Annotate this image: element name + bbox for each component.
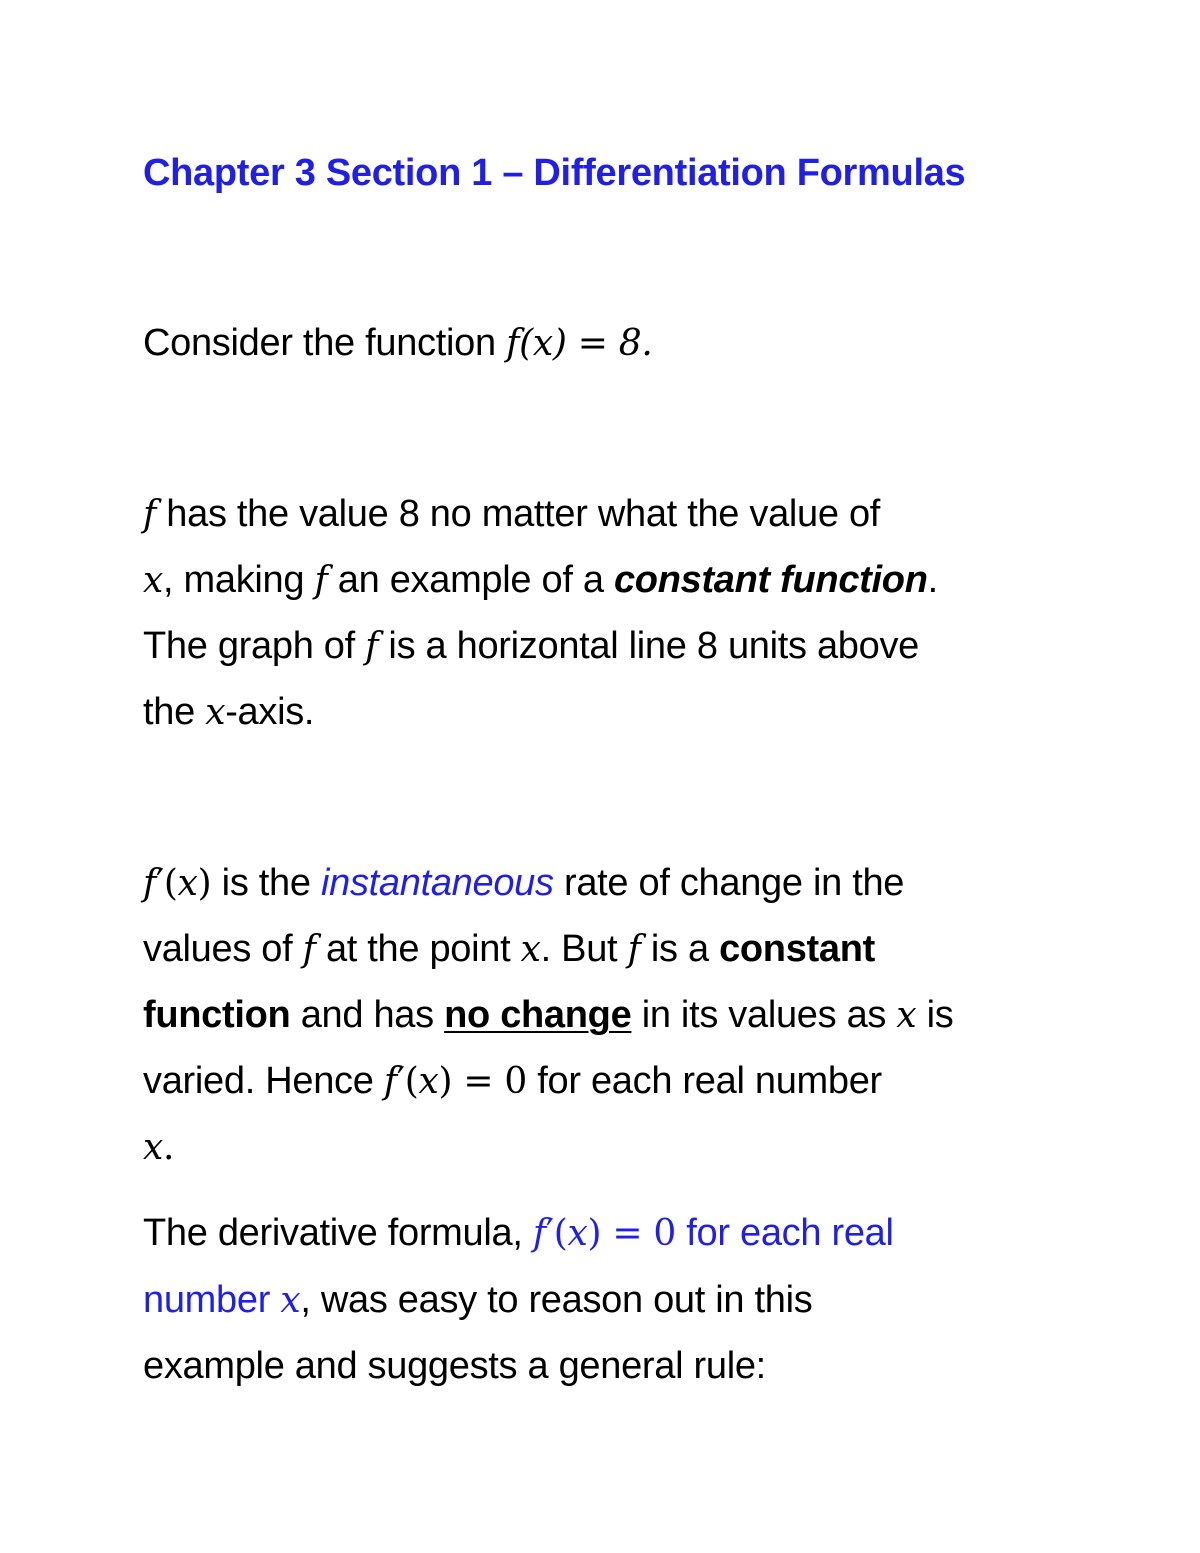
math-expression: (x) = 8. (519, 323, 653, 364)
math-x: x (143, 560, 164, 601)
paragraph-2-line-3 (143, 623, 919, 670)
text: is the (211, 862, 321, 904)
text: in its values as (631, 994, 897, 1036)
text: has the value 8 no matter what the value of (156, 493, 881, 535)
text: varied. Hence (143, 1060, 384, 1102)
math-f: f (627, 929, 641, 970)
paragraph-2-line-2 (143, 557, 938, 604)
highlighted-formula (533, 1212, 894, 1254)
text: at the point (315, 928, 521, 970)
text: for each real (676, 1212, 894, 1254)
text: The graph of (143, 625, 366, 667)
text: Consider the function (143, 322, 507, 364)
paragraph-4-line-3 (143, 1343, 766, 1389)
text: , making (163, 559, 315, 601)
math-x: x (567, 1213, 588, 1254)
math-f: f (143, 863, 157, 904)
math-paren: ) (197, 863, 212, 904)
math-x: x (143, 1127, 164, 1168)
term-constant: constant (719, 928, 876, 970)
text: . (927, 559, 938, 601)
emphasis-instantaneous: instantaneous (320, 862, 554, 904)
text: is (916, 994, 954, 1036)
paragraph-3-line-4 (143, 1058, 882, 1105)
math-prime: ′ (156, 863, 164, 904)
math-x: x (205, 692, 226, 733)
paragraph-3-line-3 (143, 992, 954, 1039)
math-paren: ( (404, 1061, 419, 1102)
math-f: f (383, 1061, 397, 1102)
text: the (143, 691, 206, 733)
text: and has (290, 994, 445, 1036)
text: . But (540, 928, 628, 970)
math-prime: ′ (396, 1061, 405, 1102)
term-function: function (143, 994, 291, 1036)
math-f: f (314, 560, 328, 601)
text: is a horizontal line 8 units above (378, 625, 920, 667)
term-constant-function: constant function (613, 559, 928, 601)
text: -axis. (225, 691, 315, 733)
math-expression: ) = 0 (587, 1213, 677, 1254)
math-x: x (418, 1061, 439, 1102)
text: for each real number (527, 1060, 882, 1102)
math-f: f (365, 626, 379, 667)
math-paren: ( (163, 863, 178, 904)
math-prime: ′ (545, 1213, 554, 1254)
paragraph-4-line-2 (143, 1277, 812, 1324)
paragraph-2-line-1 (143, 491, 880, 538)
math-f: f (302, 929, 316, 970)
text: , was easy to reason out in this (300, 1279, 813, 1321)
math-x: x (280, 1280, 301, 1321)
text: . (163, 1127, 175, 1168)
math-expression: ) = 0 (438, 1061, 528, 1102)
page-title: Chapter 3 Section 1 – Differentiation Formulas (143, 152, 966, 194)
text: is a (640, 928, 720, 970)
math-f: f (143, 494, 157, 535)
text: number (143, 1279, 281, 1321)
math-x: x (896, 995, 917, 1036)
paragraph-1-line-1 (143, 320, 653, 367)
text: values of (143, 928, 303, 970)
math-f: f (532, 1213, 546, 1254)
text: an example of a (327, 559, 614, 601)
paragraph-2-line-4 (143, 689, 314, 736)
math-x: x (177, 863, 198, 904)
highlighted-formula (143, 1279, 300, 1321)
text: example and suggests a general rule: (143, 1345, 766, 1387)
paragraph-3-line-5 (143, 1124, 174, 1171)
emphasis-no-change: no change (444, 994, 632, 1036)
paragraph-3-line-1 (143, 860, 904, 907)
text: rate of change in the (553, 862, 905, 904)
math-f: f (506, 323, 520, 364)
math-x: x (520, 929, 541, 970)
text: The derivative formula, (143, 1212, 533, 1254)
paragraph-4-line-1 (143, 1210, 894, 1257)
paragraph-3-line-2 (143, 926, 875, 973)
math-paren: ( (553, 1213, 568, 1254)
